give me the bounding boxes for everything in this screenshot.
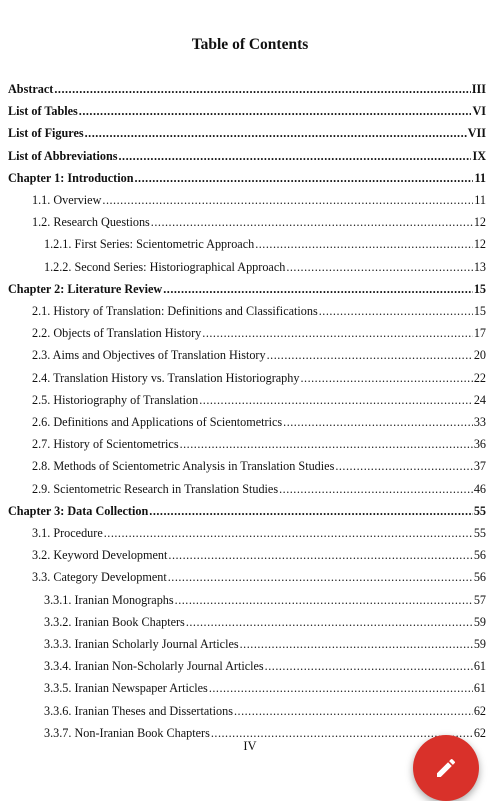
toc-leader-dots xyxy=(79,102,472,120)
toc-entry-label: 3.3.5. Iranian Newspaper Articles xyxy=(44,681,208,696)
toc-leader-dots xyxy=(300,369,472,387)
toc-entry[interactable] xyxy=(8,169,486,187)
toc-entry[interactable] xyxy=(8,124,486,142)
toc-leader-dots xyxy=(102,191,473,209)
toc-entry-page: 56 xyxy=(473,548,486,563)
toc-entry[interactable] xyxy=(44,635,486,653)
toc-entry-label: 1.1. Overview xyxy=(32,193,102,207)
toc-leader-dots xyxy=(151,213,473,231)
toc-entry-page: 24 xyxy=(473,392,486,407)
toc-entry-page: 17 xyxy=(473,326,486,341)
toc-entry-page: 36 xyxy=(473,437,486,452)
toc-leader-dots xyxy=(283,413,473,431)
toc-entry[interactable] xyxy=(32,391,486,409)
toc-entry-label: 1.2.1. First Series: Scientometric Approach xyxy=(44,237,255,252)
toc-entry-page: 22 xyxy=(473,370,486,385)
toc-entry-label: 1.2. Research Questions xyxy=(32,215,150,230)
toc-leader-dots xyxy=(265,657,473,675)
toc-entry[interactable] xyxy=(32,302,486,320)
toc-leader-dots xyxy=(255,235,473,253)
toc-entry-label: Chapter 3: Data Collection xyxy=(8,503,149,518)
toc-entry-label: 3.1. Procedure xyxy=(32,526,103,540)
toc-leader-dots xyxy=(209,679,473,697)
toc-entry[interactable] xyxy=(8,80,486,98)
toc-entry[interactable] xyxy=(32,191,486,209)
toc-entry-label: 3.3.4. Iranian Non-Scholarly Journal Articles xyxy=(44,659,264,674)
toc-entry-page: 12 xyxy=(473,237,486,252)
toc-entry[interactable] xyxy=(32,369,486,387)
toc-entry-label: List of Abbreviations xyxy=(8,148,118,163)
toc-entry[interactable] xyxy=(32,457,486,475)
toc-entry-page: 11 xyxy=(474,193,486,207)
toc-entry-label: 3.3.2. Iranian Book Chapters xyxy=(44,614,185,629)
toc-leader-dots xyxy=(180,435,473,453)
toc-entry[interactable] xyxy=(32,480,486,498)
toc-leader-dots xyxy=(163,280,473,298)
toc-entry-label: 3.3.3. Iranian Scholarly Journal Articles xyxy=(44,637,239,651)
toc-entry-page: VII xyxy=(467,126,486,141)
toc-title: Table of Contents xyxy=(191,36,309,53)
toc-leader-dots xyxy=(135,169,474,187)
toc-leader-dots xyxy=(175,591,473,609)
toc-entry-label: 2.9. Scientometric Research in Translation Studies xyxy=(32,481,279,496)
toc-entry-page: VI xyxy=(472,104,486,119)
toc-entry[interactable] xyxy=(32,346,486,364)
toc-entry-page: 56 xyxy=(473,570,486,585)
toc-entry-label: 3.3. Category Development xyxy=(32,570,167,585)
toc-leader-dots xyxy=(234,702,473,720)
toc-entry[interactable] xyxy=(32,413,486,431)
toc-leader-dots xyxy=(186,613,473,631)
toc-entry[interactable] xyxy=(8,147,486,165)
toc-entry-page: 46 xyxy=(473,481,486,496)
toc-entry-page: 57 xyxy=(473,592,486,607)
toc-entry-page: 15 xyxy=(473,304,486,318)
toc-leader-dots xyxy=(54,80,470,98)
toc-leader-dots xyxy=(118,147,471,165)
toc-entry-page: 13 xyxy=(473,259,486,274)
toc-leader-dots xyxy=(240,635,473,653)
toc-entry-page: 15 xyxy=(473,281,486,296)
toc-entry-label: 2.2. Objects of Translation History xyxy=(32,326,202,341)
toc-entry-page: 59 xyxy=(473,614,486,629)
toc-entry-label: 3.3.1. Iranian Monographs xyxy=(44,592,174,607)
toc-entry[interactable] xyxy=(32,546,486,564)
toc-entry-page: IX xyxy=(472,148,486,163)
toc-entry[interactable] xyxy=(44,613,486,631)
toc-leader-dots xyxy=(149,502,473,520)
toc-leader-dots xyxy=(168,568,473,586)
toc-entry-page: 61 xyxy=(473,659,486,674)
toc-entry[interactable] xyxy=(44,258,486,276)
pencil-edit-icon xyxy=(434,756,458,780)
toc-entry[interactable] xyxy=(44,657,486,675)
toc-entry-label: Abstract xyxy=(8,82,54,96)
toc-entry[interactable] xyxy=(44,702,486,720)
toc-entry[interactable] xyxy=(44,679,486,697)
toc-leader-dots xyxy=(279,480,473,498)
toc-leader-dots xyxy=(85,124,467,142)
toc-entry[interactable] xyxy=(32,324,486,342)
toc-entry[interactable] xyxy=(32,435,486,453)
toc-entry-label: 3.3.7. Non-Iranian Book Chapters xyxy=(44,725,210,740)
toc-entry-label: 2.6. Definitions and Applications of Scientometrics xyxy=(32,415,283,429)
toc-entry-page: 59 xyxy=(473,637,486,651)
toc-entry-label: 3.2. Keyword Development xyxy=(32,548,168,563)
toc-entry-page: 33 xyxy=(473,415,486,429)
toc-entry[interactable] xyxy=(32,213,486,231)
toc-leader-dots xyxy=(168,546,472,564)
page-number: IV xyxy=(243,739,257,753)
toc-leader-dots xyxy=(335,457,473,475)
toc-entry-label: Chapter 1: Introduction xyxy=(8,170,134,185)
toc-entry-label: 3.3.6. Iranian Theses and Dissertations xyxy=(44,703,233,718)
toc-entry-label: 2.1. History of Translation: Definitions and Classifications xyxy=(32,304,318,318)
toc-entry[interactable] xyxy=(44,235,486,253)
toc-entry[interactable] xyxy=(8,102,486,120)
toc-entry[interactable] xyxy=(32,568,486,586)
toc-entry-page: 55 xyxy=(473,526,486,540)
toc-entry-page: III xyxy=(471,82,486,96)
toc-leader-dots xyxy=(104,524,473,542)
toc-leader-dots xyxy=(199,391,473,409)
toc-entry-label: 2.3. Aims and Objectives of Translation History xyxy=(32,348,266,363)
toc-entry-page: 62 xyxy=(473,725,486,740)
toc-entry-page: 20 xyxy=(473,348,486,363)
toc-leader-dots xyxy=(319,302,473,320)
toc-entry-label: 2.5. Historiography of Translation xyxy=(32,392,199,407)
toc-entry-label: Chapter 2: Literature Review xyxy=(8,281,163,296)
edit-fab-button[interactable] xyxy=(413,735,479,801)
toc-entry-label: 1.2.2. Second Series: Historiographical Approach xyxy=(44,259,286,274)
toc-leader-dots xyxy=(267,346,473,364)
toc-entry-label: List of Tables xyxy=(8,104,78,119)
toc-entry-page: 62 xyxy=(473,703,486,718)
toc-entry-page: 61 xyxy=(473,681,486,696)
toc-entry-label: List of Figures xyxy=(8,126,84,141)
toc-leader-dots xyxy=(286,258,472,276)
toc-entry-page: 11 xyxy=(474,170,486,185)
toc-entry-page: 55 xyxy=(473,503,486,518)
toc-entry-label: 2.7. History of Scientometrics xyxy=(32,437,179,452)
toc-entry-label: 2.4. Translation History vs. Translation Historiography xyxy=(32,370,300,385)
toc-entry[interactable] xyxy=(44,591,486,609)
toc-entry[interactable] xyxy=(8,502,486,520)
toc-entry-page: 12 xyxy=(473,215,486,230)
toc-entry-label: 2.8. Methods of Scientometric Analysis in Translation Studies xyxy=(32,459,335,474)
toc-entry-page: 37 xyxy=(473,459,486,474)
toc-entry[interactable] xyxy=(8,280,486,298)
toc-entry[interactable] xyxy=(32,524,486,542)
toc-leader-dots xyxy=(202,324,473,342)
